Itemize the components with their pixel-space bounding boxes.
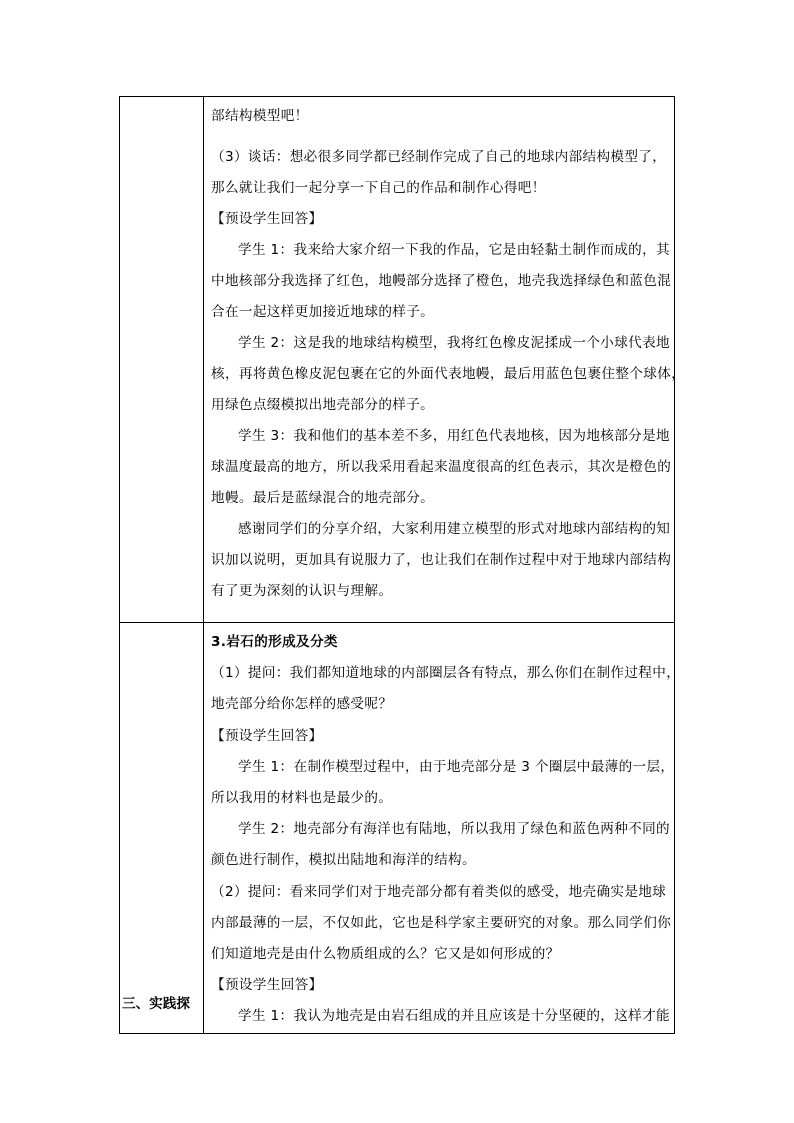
text-line: 地壳部分给你怎样的感受呢？	[211, 696, 393, 713]
content-cell	[204, 623, 681, 1034]
text-line: 学生 1：我来给大家介绍一下我的作品，它是由轻黏土制作而成的，其	[238, 242, 670, 258]
text-line: 学生 2：这是我的地球结构模型，我将红色橡皮泥揉成一个小球代表地	[238, 335, 670, 351]
text-line: 识加以说明，更加具有说服力了，也让我们在制作过程中对于地球内部结构	[211, 552, 672, 568]
text-line: 所以我用的材料也是最少的。	[211, 790, 393, 807]
text-line: 学生 3：我和他们的基本差不多，用红色代表地核，因为地核部分是地	[238, 428, 670, 444]
stage-cell	[120, 623, 204, 1034]
text-line: （2）提问：看来同学们对于地壳部分都有着类似的感受，地壳确实是地球	[211, 883, 667, 900]
text-line: 那么就让我们一起分享一下自己的作品和制作心得吧！	[211, 180, 546, 196]
text-line: 球温度最高的地方，所以我采用看起来温度很高的红色表示，其次是橙色的	[211, 459, 672, 475]
stage-cell	[120, 97, 204, 623]
text-line: 们知道地壳是由什么物质组成的么？它又是如何形成的？	[211, 946, 560, 963]
lesson-table	[119, 96, 686, 1034]
text-line: 合在一起这样更加接近地球的样子。	[211, 304, 435, 320]
text-line: 学生 2：地壳部分有海洋也有陆地，所以我用了绿色和蓝色两种不同的	[238, 821, 670, 838]
text-line: （3）谈话：想必很多同学都已经制作完成了自己的地球内部结构模型了，	[211, 149, 667, 165]
section-heading: 3.岩石的形成及分类	[211, 634, 338, 650]
text-line: （1）提问：我们都知道地球的内部圈层各有特点，那么你们在制作过程中，	[211, 665, 681, 682]
text-line: 【预设学生回答】	[211, 211, 323, 227]
content-cell	[204, 97, 686, 623]
text-line: 学生 1：在制作模型过程中，由于地壳部分是 3 个圈层中最薄的一层，	[238, 758, 675, 775]
text-line: 有了更为深刻的认识与理解。	[211, 583, 393, 599]
text-line: 部结构模型吧！	[211, 108, 309, 124]
table-row	[120, 97, 675, 623]
stage-label: 三、实践探	[122, 996, 190, 1012]
text-line: 感谢同学们的分享介绍，大家利用建立模型的形式对地球内部结构的知	[238, 521, 671, 537]
text-line: 【预设学生回答】	[211, 977, 323, 994]
text-line: 颜色进行制作，模拟出陆地和海洋的结构。	[211, 852, 476, 869]
text-line: 学生 1：我认为地壳是由岩石组成的并且应该是十分坚硬的，这样才能	[238, 1008, 670, 1025]
text-line: 内部最薄的一层，不仅如此，它也是科学家主要研究的对象。那么同学们你	[211, 914, 672, 931]
text-line: 【预设学生回答】	[211, 727, 323, 744]
text-line: 用绿色点缀模拟出地壳部分的样子。	[211, 397, 435, 413]
text-line: 中地核部分我选择了红色，地幔部分选择了橙色，地壳我选择绿色和蓝色混	[211, 273, 672, 289]
text-line: 核，再将黄色橡皮泥包裹在它的外面代表地幔，最后用蓝色包裹住整个球体，	[211, 366, 686, 382]
text-line: 地幔。最后是蓝绿混合的地壳部分。	[211, 490, 435, 506]
table-row	[120, 623, 675, 1034]
